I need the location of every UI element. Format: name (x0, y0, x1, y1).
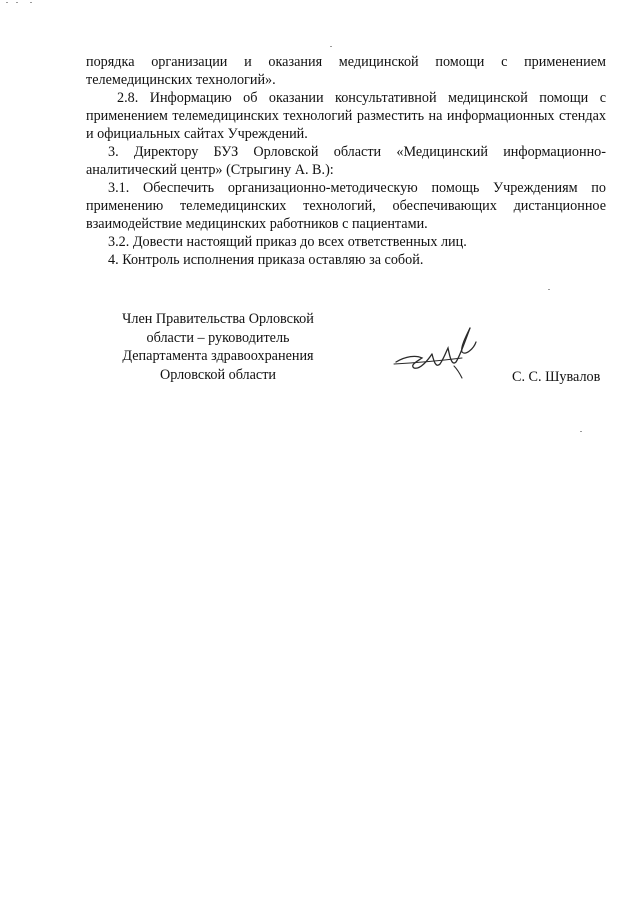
signatory-title-line: Департамента здравоохранения (122, 348, 314, 364)
signatory-name: С. С. Шувалов (512, 369, 601, 385)
scan-speck (548, 289, 550, 290)
signatory-title-line: Член Правительства Орловской (122, 311, 314, 327)
paragraph-3: 3. Директору БУЗ Орловской области «Медицинский информационно-аналитический центр» (Стрыгину А. В.): (86, 144, 606, 178)
scan-speck (580, 431, 582, 432)
paragraph-2-8: 2.8. Информацию об оказании консультативной медицинской помощи с применением телемедицинских технологий разместить на информационных стендах и официальных сайтах Учреждений. (86, 90, 606, 142)
scan-speck (30, 2, 32, 3)
signatory-title-line: области – руководитель (146, 329, 290, 346)
paragraph-3-1: 3.1. Обеспечить организационно-методическую помощь Учреждениям по применению телемедицинских технологий, обеспечивающих дистанционное взаимодействие медицинских работников с пациентами. (86, 180, 606, 232)
signatory-title-line: Орловской области (159, 366, 277, 383)
paragraph-4: 4. Контроль исполнения приказа оставляю за собой. (108, 252, 424, 268)
document-body (86, 53, 606, 269)
handwritten-signature (392, 322, 484, 382)
paragraph-continuation: порядка организации и оказания медицинской помощи с применением телемедицинских технологий». (86, 54, 606, 88)
signatory-title (100, 310, 336, 384)
paragraph-3-2: 3.2. Довести настоящий приказ до всех ответственных лиц. (108, 234, 467, 250)
scan-speck (6, 2, 8, 3)
scan-speck (16, 2, 18, 3)
scan-speck (330, 46, 332, 47)
